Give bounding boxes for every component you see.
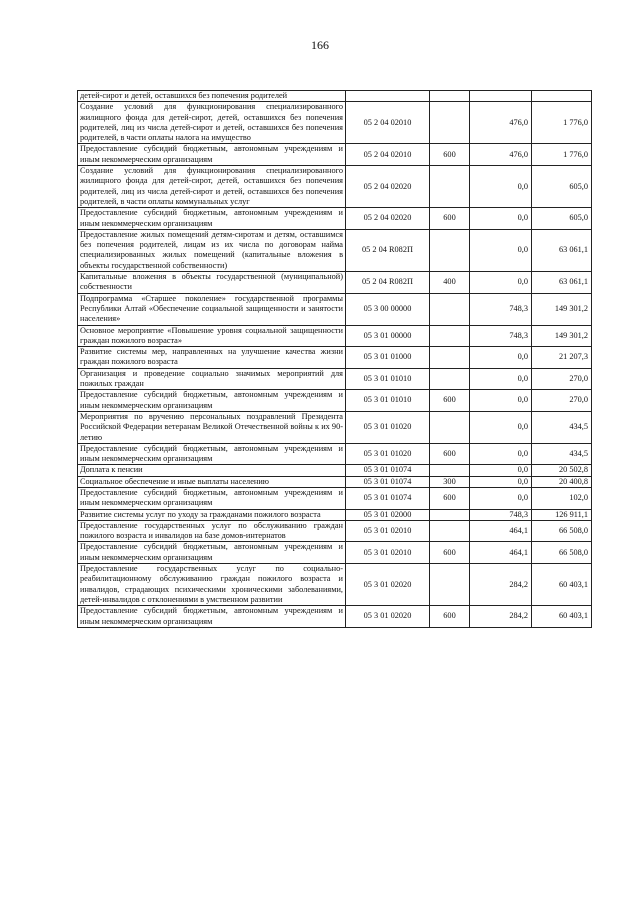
row-value-2-cell: 605,0 (532, 166, 592, 208)
row-code-cell: 05 3 01 01020 (346, 443, 430, 465)
row-name-cell: Организация и проведение социально значимых мероприятий для пожилых граждан (78, 368, 346, 390)
row-value-1-cell: 0,0 (470, 347, 532, 369)
row-value-1-cell: 0,0 (470, 229, 532, 271)
row-name-cell: Развитие системы услуг по уходу за гражданами пожилого возраста (78, 509, 346, 520)
row-code-cell: 05 3 01 02010 (346, 520, 430, 542)
row-value-1-cell: 284,2 (470, 564, 532, 606)
table-row (78, 208, 592, 230)
row-code-cell: 05 3 01 01074 (346, 487, 430, 509)
row-expense-type-cell: 600 (430, 208, 470, 230)
row-code-cell: 05 3 00 00000 (346, 293, 430, 325)
row-expense-type-cell (430, 91, 470, 102)
row-name-cell: Предоставление жилых помещений детям-сиротам и детям, оставшимся без попечения родителей, лицам из их числа по договорам найма специализированных жилых помещений (капитальные вложения в объекты государственной собственности) (78, 229, 346, 271)
row-code-cell: 05 3 01 01000 (346, 347, 430, 369)
row-value-1-cell: 0,0 (470, 465, 532, 476)
row-expense-type-cell: 400 (430, 272, 470, 294)
row-code-cell: 05 2 04 02010 (346, 102, 430, 144)
row-expense-type-cell (430, 102, 470, 144)
row-name-cell: Основное мероприятие «Повышение уровня социальной защищенности граждан пожилого возраста» (78, 325, 346, 347)
row-value-2-cell: 66 508,0 (532, 520, 592, 542)
row-value-1-cell: 284,2 (470, 606, 532, 628)
table-row (78, 411, 592, 443)
row-name-cell: Развитие системы мер, направленных на улучшение качества жизни граждан пожилого возраста (78, 347, 346, 369)
table-row (78, 272, 592, 294)
row-value-2-cell: 149 301,2 (532, 325, 592, 347)
row-expense-type-cell (430, 325, 470, 347)
row-code-cell: 05 3 01 00000 (346, 325, 430, 347)
row-expense-type-cell: 600 (430, 443, 470, 465)
row-expense-type-cell: 300 (430, 476, 470, 487)
row-value-1-cell: 0,0 (470, 411, 532, 443)
row-name-cell: Предоставление субсидий бюджетным, автономным учреждениям и иным некоммерческим организациям (78, 606, 346, 628)
table-row (78, 476, 592, 487)
row-expense-type-cell: 600 (430, 487, 470, 509)
table-row (78, 509, 592, 520)
row-value-2-cell: 20 400,8 (532, 476, 592, 487)
table-row (78, 390, 592, 412)
row-expense-type-cell: 600 (430, 606, 470, 628)
row-expense-type-cell (430, 347, 470, 369)
row-value-1-cell: 0,0 (470, 208, 532, 230)
row-code-cell: 05 2 04 R082П (346, 229, 430, 271)
row-code-cell: 05 3 01 01010 (346, 368, 430, 390)
row-expense-type-cell: 600 (430, 390, 470, 412)
table-row (78, 520, 592, 542)
row-name-cell: Предоставление субсидий бюджетным, автономным учреждениям и иным некоммерческим организациям (78, 208, 346, 230)
row-code-cell (346, 91, 430, 102)
row-expense-type-cell: 600 (430, 144, 470, 166)
table-row (78, 102, 592, 144)
row-code-cell: 05 2 04 R082П (346, 272, 430, 294)
row-name-cell: Предоставление субсидий бюджетным, автономным учреждениям и иным некоммерческим организациям (78, 443, 346, 465)
row-name-cell: Предоставление субсидий бюджетным, автономным учреждениям и иным некоммерческим организациям (78, 487, 346, 509)
row-name-cell: Предоставление государственных услуг по обслуживанию граждан пожилого возраста и инвалидов на базе домов-интернатов (78, 520, 346, 542)
row-value-1-cell: 748,3 (470, 293, 532, 325)
row-expense-type-cell (430, 368, 470, 390)
row-name-cell: Социальное обеспечение и иные выплаты населению (78, 476, 346, 487)
table-row (78, 166, 592, 208)
row-value-2-cell: 66 508,0 (532, 542, 592, 564)
row-code-cell: 05 3 01 02020 (346, 606, 430, 628)
row-name-cell: Создание условий для функционирования специализированного жилищного фонда для детей-сирот, детей, оставшихся без попечения родителей, лиц из числа детей-сирот и детей, оставшихся без попечения родителей, в части оплаты коммунальных услуг (78, 166, 346, 208)
table-row (78, 293, 592, 325)
row-value-2-cell (532, 91, 592, 102)
row-value-1-cell: 464,1 (470, 520, 532, 542)
row-expense-type-cell (430, 229, 470, 271)
row-value-2-cell: 63 061,1 (532, 272, 592, 294)
budget-table-body (78, 91, 592, 628)
row-expense-type-cell (430, 509, 470, 520)
table-row (78, 91, 592, 102)
row-name-cell: Предоставление субсидий бюджетным, автономным учреждениям и иным некоммерческим организациям (78, 390, 346, 412)
row-code-cell: 05 3 01 02010 (346, 542, 430, 564)
row-expense-type-cell (430, 520, 470, 542)
row-expense-type-cell (430, 293, 470, 325)
row-name-cell: детей-сирот и детей, оставшихся без попечения родителей (78, 91, 346, 102)
row-value-2-cell: 149 301,2 (532, 293, 592, 325)
row-code-cell: 05 3 01 01020 (346, 411, 430, 443)
row-expense-type-cell (430, 564, 470, 606)
row-value-1-cell: 0,0 (470, 166, 532, 208)
row-name-cell: Подпрограмма «Старшее поколение» государственной программы Республики Алтай «Обеспечение социальной защищенности и занятости населения» (78, 293, 346, 325)
table-row (78, 564, 592, 606)
row-value-1-cell: 0,0 (470, 368, 532, 390)
row-value-2-cell: 1 776,0 (532, 144, 592, 166)
row-value-1-cell: 748,3 (470, 325, 532, 347)
row-code-cell: 05 3 01 01010 (346, 390, 430, 412)
table-row (78, 443, 592, 465)
row-value-1-cell: 0,0 (470, 443, 532, 465)
row-name-cell: Доплата к пенсии (78, 465, 346, 476)
row-code-cell: 05 3 01 02000 (346, 509, 430, 520)
row-value-1-cell: 476,0 (470, 102, 532, 144)
row-value-2-cell: 126 911,1 (532, 509, 592, 520)
row-value-2-cell: 434,5 (532, 443, 592, 465)
row-value-1-cell: 476,0 (470, 144, 532, 166)
row-name-cell: Мероприятия по вручению персональных поздравлений Президента Российской Федерации ветеранам Великой Отечественной войны к их 90-летию (78, 411, 346, 443)
row-value-1-cell: 0,0 (470, 390, 532, 412)
row-code-cell: 05 3 01 01074 (346, 465, 430, 476)
row-value-2-cell: 102,0 (532, 487, 592, 509)
row-code-cell: 05 3 01 01074 (346, 476, 430, 487)
row-name-cell: Предоставление государственных услуг по социально-реабилитационному обслуживанию граждан пожилого возраста и инвалидов, страдающих психическими хроническими заболеваниями, детей-инвалидов с отклонениями в умственном развитии (78, 564, 346, 606)
row-expense-type-cell (430, 166, 470, 208)
row-value-2-cell: 270,0 (532, 390, 592, 412)
row-value-2-cell: 60 403,1 (532, 564, 592, 606)
row-name-cell: Предоставление субсидий бюджетным, автономным учреждениям и иным некоммерческим организациям (78, 542, 346, 564)
row-expense-type-cell: 600 (430, 542, 470, 564)
table-row (78, 542, 592, 564)
row-value-2-cell: 60 403,1 (532, 606, 592, 628)
budget-table (77, 90, 592, 628)
row-name-cell: Капитальные вложения в объекты государственной (муниципальной) собственности (78, 272, 346, 294)
table-row (78, 606, 592, 628)
table-row (78, 368, 592, 390)
row-value-1-cell: 0,0 (470, 476, 532, 487)
row-code-cell: 05 2 04 02020 (346, 166, 430, 208)
table-row (78, 465, 592, 476)
row-value-1-cell: 464,1 (470, 542, 532, 564)
table-row (78, 144, 592, 166)
row-expense-type-cell (430, 465, 470, 476)
row-value-2-cell: 63 061,1 (532, 229, 592, 271)
row-name-cell: Создание условий для функционирования специализированного жилищного фонда для детей-сирот, детей, оставшихся без попечения родителей, лиц из числа детей-сирот и детей, оставшихся без попечения родителей, в части оплаты налога на имущество (78, 102, 346, 144)
row-value-1-cell (470, 91, 532, 102)
row-value-2-cell: 21 207,3 (532, 347, 592, 369)
row-value-2-cell: 20 502,8 (532, 465, 592, 476)
row-expense-type-cell (430, 411, 470, 443)
row-value-2-cell: 434,5 (532, 411, 592, 443)
page-number: 166 (311, 38, 329, 52)
row-value-1-cell: 748,3 (470, 509, 532, 520)
table-row (78, 487, 592, 509)
row-value-2-cell: 1 776,0 (532, 102, 592, 144)
row-value-1-cell: 0,0 (470, 487, 532, 509)
row-value-1-cell: 0,0 (470, 272, 532, 294)
table-row (78, 325, 592, 347)
row-code-cell: 05 2 04 02020 (346, 208, 430, 230)
row-value-2-cell: 605,0 (532, 208, 592, 230)
row-name-cell: Предоставление субсидий бюджетным, автономным учреждениям и иным некоммерческим организациям (78, 144, 346, 166)
row-value-2-cell: 270,0 (532, 368, 592, 390)
row-code-cell: 05 3 01 02020 (346, 564, 430, 606)
row-code-cell: 05 2 04 02010 (346, 144, 430, 166)
table-row (78, 229, 592, 271)
table-row (78, 347, 592, 369)
